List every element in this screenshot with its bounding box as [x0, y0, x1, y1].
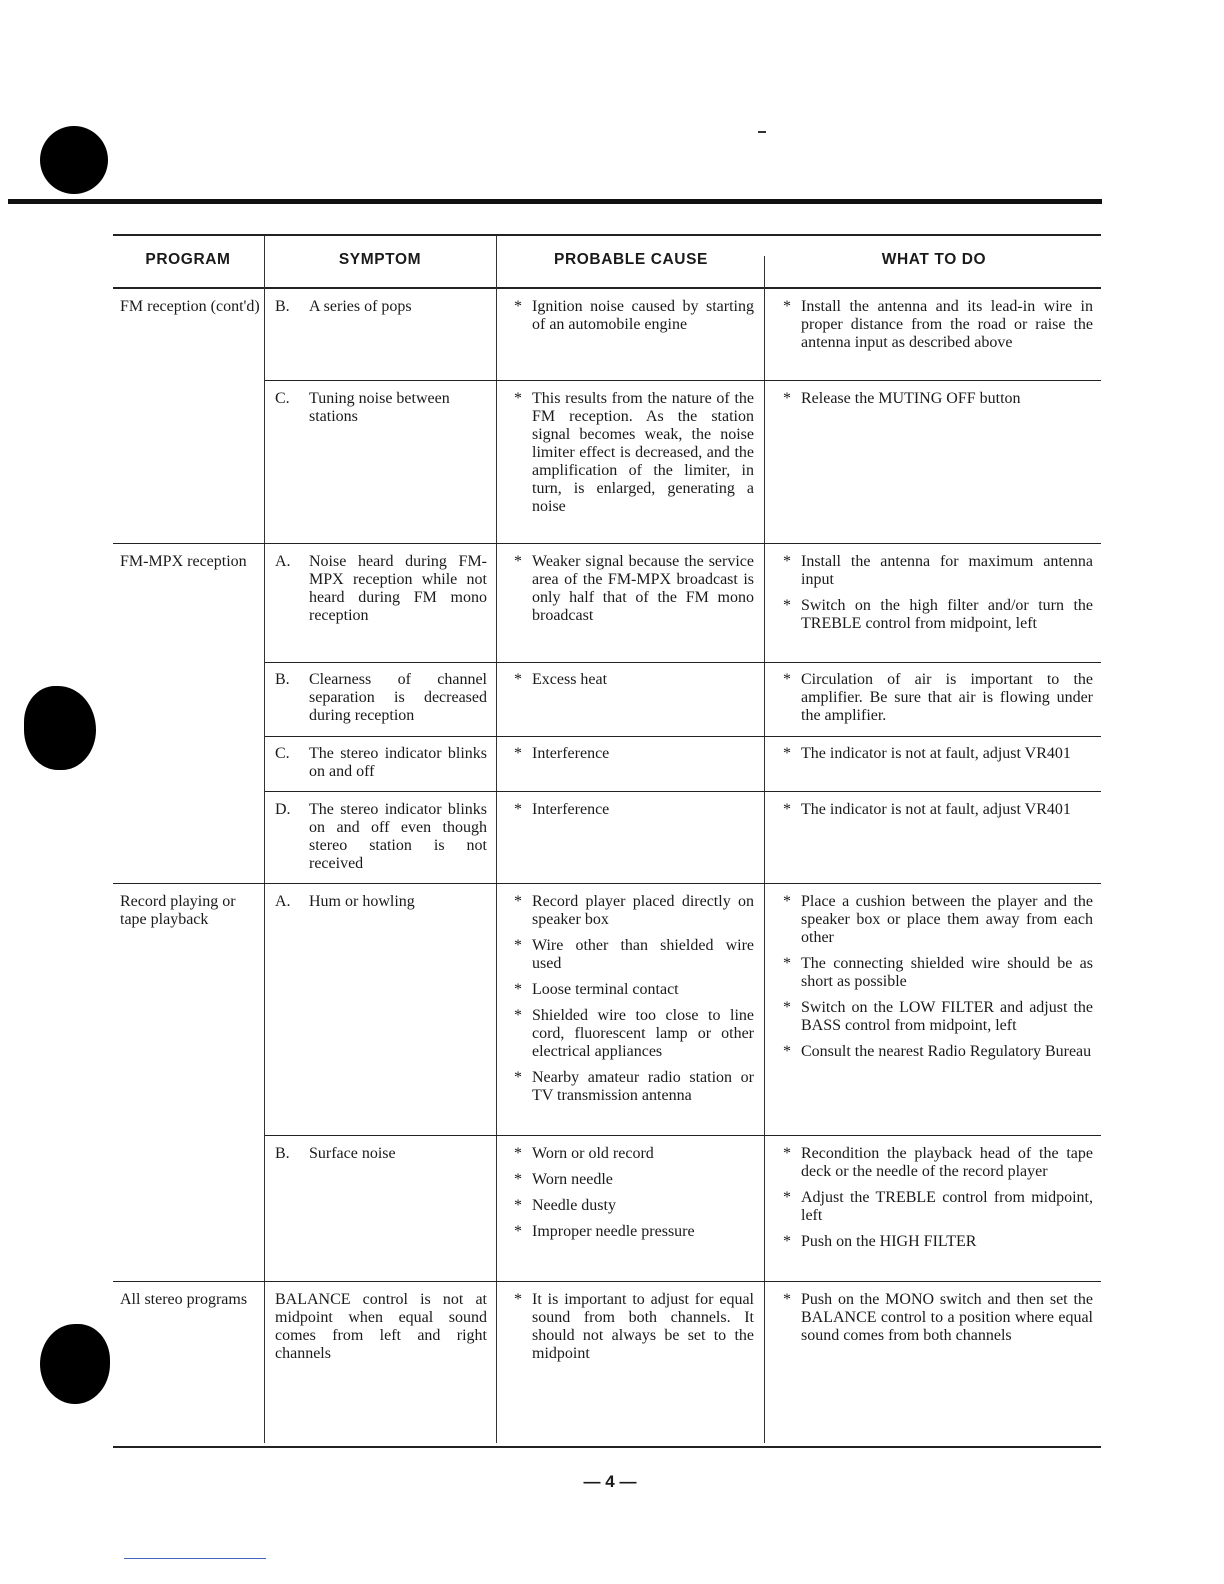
- cause-cell: [514, 1145, 754, 1249]
- symptom-letter: B.: [275, 1145, 290, 1162]
- todo-cell: [783, 893, 1093, 1069]
- symptom-cell: [275, 671, 487, 725]
- todo-cell: [783, 553, 1093, 641]
- row-separator: [265, 791, 1101, 792]
- todo-cell: [783, 1291, 1093, 1353]
- todo-item: * Circulation of air is important to the amplifier. Be sure that air is flowing under the amplifier.: [783, 671, 1093, 724]
- symptom-cell: [275, 745, 487, 781]
- todo-item: * Push on the MONO switch and then set the BALANCE control to a position where equal sound comes from both channels: [783, 1291, 1093, 1344]
- symptom-text: Surface noise: [309, 1145, 396, 1162]
- cause-cell: [514, 1291, 754, 1371]
- todo-item: * The indicator is not at fault, adjust VR401: [783, 801, 1071, 818]
- cause-cell: [514, 553, 754, 633]
- todo-cell: [783, 298, 1093, 360]
- program-cell: FM-MPX reception: [120, 553, 247, 570]
- todo-item: * Recondition the playback head of the tape deck or the needle of the record player: [783, 1145, 1093, 1180]
- symptom-text: Noise heard during FM-MPX reception while not heard during FM mono reception: [309, 553, 487, 624]
- todo-item: * The indicator is not at fault, adjust VR401: [783, 745, 1071, 762]
- row-separator: [265, 1135, 1101, 1136]
- cause-item: * This results from the nature of the FM reception. As the station signal becomes weak, the noise limiter effect is decreased, and the amplification of the limiter, in turn, is enlarged, generating a noise: [514, 390, 754, 515]
- symptom-text: The stereo indicator blinks on and off even though stereo station is not received: [309, 801, 487, 872]
- header-program: PROGRAM: [145, 251, 231, 268]
- cause-item: * Interference: [514, 745, 610, 762]
- symptom-letter: B.: [275, 298, 290, 315]
- todo-item: * Install the antenna for maximum antenna input: [783, 553, 1093, 588]
- top-rule: [8, 199, 1102, 204]
- row-separator: [113, 543, 1101, 544]
- symptom-text: Hum or howling: [309, 893, 415, 910]
- col-divider-3: [764, 256, 765, 1443]
- program-cell: FM reception (cont'd): [120, 298, 260, 315]
- symptom-cell: [275, 390, 487, 426]
- row-separator: [265, 736, 1101, 737]
- symptom-cell: [275, 553, 487, 625]
- cause-item: * Improper needle pressure: [514, 1223, 695, 1240]
- program-cell: Record playing or tape playback: [120, 893, 236, 928]
- symptom-cell: [275, 1145, 487, 1163]
- cause-cell: [514, 801, 754, 827]
- symptom-text: A series of pops: [309, 298, 412, 315]
- cause-cell: [514, 893, 754, 1113]
- todo-item: * Switch on the LOW FILTER and adjust the BASS control from midpoint, left: [783, 999, 1093, 1034]
- table-bottom-rule: [113, 1446, 1101, 1448]
- symptom-cell: [275, 298, 487, 316]
- punch-hole-bottom: [40, 1324, 110, 1404]
- symptom-text: Clearness of channel separation is decreased during reception: [309, 671, 487, 724]
- todo-item: * Install the antenna and its lead-in wire in proper distance from the road or raise the antenna input as described above: [783, 298, 1093, 351]
- col-divider-2: [496, 236, 497, 1443]
- page-number: — 4 —: [583, 1472, 637, 1491]
- cause-item: * Ignition noise caused by starting of an automobile engine: [514, 298, 754, 333]
- punch-hole-middle: [24, 686, 96, 770]
- header-cause: PROBABLE CAUSE: [554, 251, 708, 268]
- cause-item: * Wire other than shielded wire used: [514, 937, 754, 972]
- cause-item: * Record player placed directly on speaker box: [514, 893, 754, 928]
- cause-item: * Excess heat: [514, 671, 608, 688]
- todo-cell: [783, 745, 1093, 771]
- row-separator: [265, 662, 1101, 663]
- symptom-letter: B.: [275, 671, 290, 688]
- cause-item: * Worn or old record: [514, 1145, 654, 1162]
- symptom-cell: BALANCE control is not at midpoint when equal sound comes from left and right channels: [275, 1291, 487, 1362]
- todo-cell: [783, 671, 1093, 733]
- cause-item: * Worn needle: [514, 1171, 613, 1188]
- todo-item: * The connecting shielded wire should be as short as possible: [783, 955, 1093, 990]
- symptom-letter: C.: [275, 390, 290, 407]
- program-cell: All stereo programs: [120, 1291, 248, 1308]
- cause-item: * Nearby amateur radio station or TV transmission antenna: [514, 1069, 754, 1104]
- cause-item: * Shielded wire too close to line cord, fluorescent lamp or other electrical appliances: [514, 1007, 754, 1060]
- cause-cell: [514, 390, 754, 524]
- todo-item: * Consult the nearest Radio Regulatory Bureau: [783, 1043, 1092, 1060]
- todo-item: * Place a cushion between the player and the speaker box or place them away from each other: [783, 893, 1093, 946]
- row-separator: [265, 380, 1101, 381]
- stray-mark: [758, 131, 766, 133]
- symptom-letter: C.: [275, 745, 290, 762]
- symptom-text: Tuning noise between stations: [309, 390, 450, 425]
- cause-cell: [514, 298, 754, 342]
- row-separator: [113, 883, 1101, 884]
- cause-item: * It is important to adjust for equal sound from both channels. It should not always be set to the midpoint: [514, 1291, 754, 1362]
- todo-cell: [783, 801, 1093, 827]
- todo-item: * Push on the HIGH FILTER: [783, 1233, 977, 1250]
- todo-item: * Release the MUTING OFF button: [783, 390, 1021, 407]
- todo-cell: [783, 390, 1093, 416]
- cause-item: * Loose terminal contact: [514, 981, 679, 998]
- symptom-text: The stereo indicator blinks on and off: [309, 745, 487, 780]
- cause-cell: [514, 745, 754, 771]
- cause-item: * Needle dusty: [514, 1197, 616, 1214]
- todo-item: * Switch on the high filter and/or turn the TREBLE control from midpoint, left: [783, 597, 1093, 632]
- header-symptom: SYMPTOM: [338, 251, 422, 268]
- symptom-cell: [275, 893, 487, 911]
- table-top-rule: [113, 234, 1101, 236]
- todo-item: * Adjust the TREBLE control from midpoint, left: [783, 1189, 1093, 1224]
- header-todo: WHAT TO DO: [881, 251, 987, 268]
- cause-item: * Interference: [514, 801, 610, 818]
- header-bottom-rule: [113, 287, 1101, 289]
- symptom-letter: A.: [275, 893, 291, 910]
- punch-hole-top: [40, 126, 108, 194]
- symptom-letter: A.: [275, 553, 291, 570]
- col-divider-1: [264, 236, 265, 1443]
- cause-item: * Weaker signal because the service area of the FM-MPX broadcast is only half that of the FM mono broadcast: [514, 553, 754, 624]
- symptom-letter: D.: [275, 801, 291, 818]
- symptom-cell: [275, 801, 487, 873]
- todo-cell: [783, 1145, 1093, 1259]
- footer-line: [124, 1558, 266, 1559]
- cause-cell: [514, 671, 754, 697]
- row-separator: [113, 1281, 1101, 1282]
